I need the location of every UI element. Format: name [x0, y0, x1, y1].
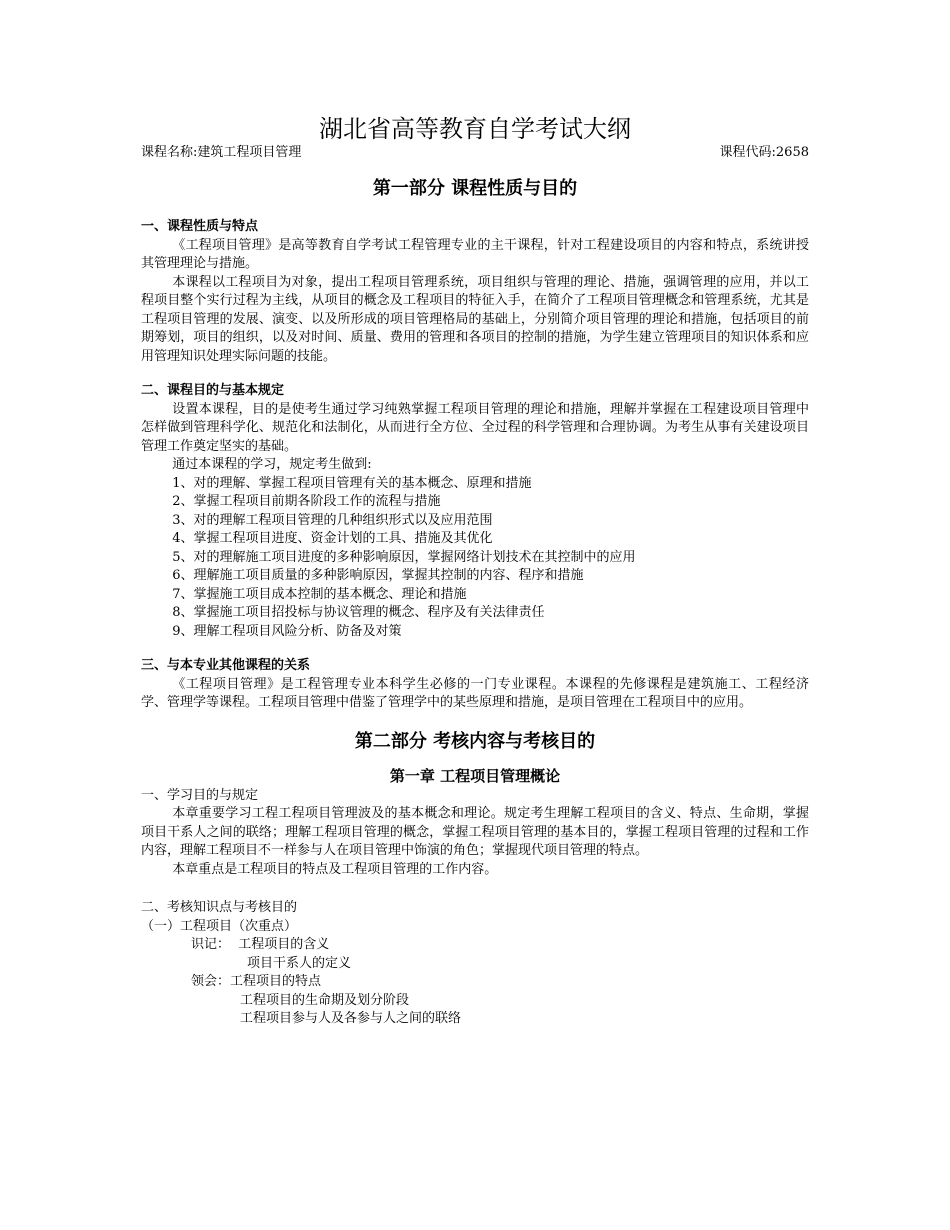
- part1-sec2-p1: 设置本课程，目的是使考生通过学习纯熟掌握工程项目管理的理论和措施，理解并掌握在工程建设项目管理中怎样做到管理科学化、规范化和法制化，从而进行全方位、全过程的科学管理和合理协调。为考生从事有关建设项目管理工作奠定坚实的基础。: [141, 401, 809, 454]
- document-page: [141, 112, 809, 1029]
- knowledge-line: 工程项目的生命期及划分阶段: [240, 992, 410, 1008]
- chapter1-sec1-heading: 一、学习目的与规定: [141, 787, 259, 803]
- list-item: 6、理解施工项目质量的多种影响原因，掌握其控制的内容、程序和措施: [172, 568, 584, 583]
- part1-sec1-heading: 一、课程性质与特点: [141, 219, 259, 234]
- knowledge-line: 领会：工程项目的特点: [191, 974, 322, 989]
- document-title: 湖北省高等教育自学考试大纲: [319, 115, 631, 143]
- list-item: 4、掌握工程项目进度、资金计划的工具、措施及其优化: [172, 531, 493, 546]
- list-item: 8、掌握施工项目招投标与协议管理的概念、程序及有关法律责任: [172, 605, 545, 620]
- requirements-list: [141, 475, 809, 642]
- subsection-heading: （一）工程项目（次重点）: [141, 918, 298, 934]
- chapter1-p2: 本章重点是工程项目的特点及工程项目管理的工作内容。: [172, 861, 498, 877]
- course-code: 课程代码:2658: [719, 145, 809, 160]
- part1-title: 第一部分 课程性质与目的: [372, 178, 578, 199]
- list-item: 1、对的理解、掌握工程项目管理有关的基本概念、原理和措施: [172, 475, 532, 491]
- chapter1-sec2-heading: 二、考核知识点与考核目的: [141, 900, 298, 915]
- part1-sec3-heading: 三、与本专业其他课程的关系: [141, 658, 311, 673]
- list-item: 2、掌握工程项目前期各阶段工作的流程与措施: [172, 494, 441, 509]
- part1-sec2-heading: 二、课程目的与基本规定: [141, 383, 285, 398]
- list-item: 7、掌握施工项目成本控制的基本概念、理论和措施: [172, 586, 467, 602]
- course-name: 课程名称:建筑工程项目管理: [141, 145, 302, 160]
- knowledge-line: 工程项目参与人及各参与人之间的联络: [240, 1011, 462, 1026]
- part1-sec1-p2: 本课程以工程项目为对象，提出工程项目管理系统，项目组织与管理的理论、措施，强调管理的应用，并以工程项目整个实行过程为主线，从项目的概念及工程项目的特征入手，在简介了工程项目管理概念和管理系统，尤其是工程项目管理的发展、演变、以及所形成的项目管理格局的基础上，分别简介项目管理的理论和措施，包括项目的前期筹划，项目的组织，以及对时间、质量、费用的管理和各项目的控制的措施，为学生建立管理项目的知识体系和应用管理知识处理实际问题的技能。: [141, 274, 809, 364]
- list-item: 9、理解工程项目风险分析、防备及对策: [172, 623, 402, 639]
- knowledge-line: 识记： 工程项目的含义: [191, 937, 330, 952]
- course-meta: [141, 144, 809, 162]
- chapter1-p1: 本章重要学习工程工程项目管理波及的基本概念和理论。规定考生理解工程项目的含义、特点、生命期，掌握项目干系人之间的联络；理解工程项目管理的概念，掌握工程项目管理的基本目的，掌握工程项目管理的过程和工作内容，理解工程项目不一样参与人在项目管理中饰演的角色；掌握现代项目管理的特点。: [141, 806, 809, 858]
- part1-sec2-p2: 通过本课程的学习，规定考生做到:: [172, 457, 372, 472]
- part2-title: 第二部分 考核内容与考核目的: [354, 730, 596, 752]
- part1-sec3-p1: 《工程项目管理》是工程管理专业本科学生必修的一门专业课程。本课程的先修课程是建筑施工、工程经济学、管理学等课程。工程项目管理中借鉴了管理学中的某些原理和措施，是项目管理在工程项目中的应用。: [141, 676, 809, 710]
- chapter1-title: 第一章 工程项目管理概论: [389, 766, 561, 785]
- list-item: 3、对的理解工程项目管理的几种组织形式以及应用范围: [172, 512, 493, 528]
- part1-sec1-p1: 《工程项目管理》是高等教育自学考试工程管理专业的主干课程，针对工程建设项目的内容和特点，系统讲授其管理理论与措施。: [141, 237, 809, 271]
- knowledge-line: 项目干系人的定义: [247, 955, 352, 971]
- list-item: 5、对的理解施工项目进度的多种影响原因，掌握网络计划技术在其控制中的应用: [172, 549, 636, 565]
